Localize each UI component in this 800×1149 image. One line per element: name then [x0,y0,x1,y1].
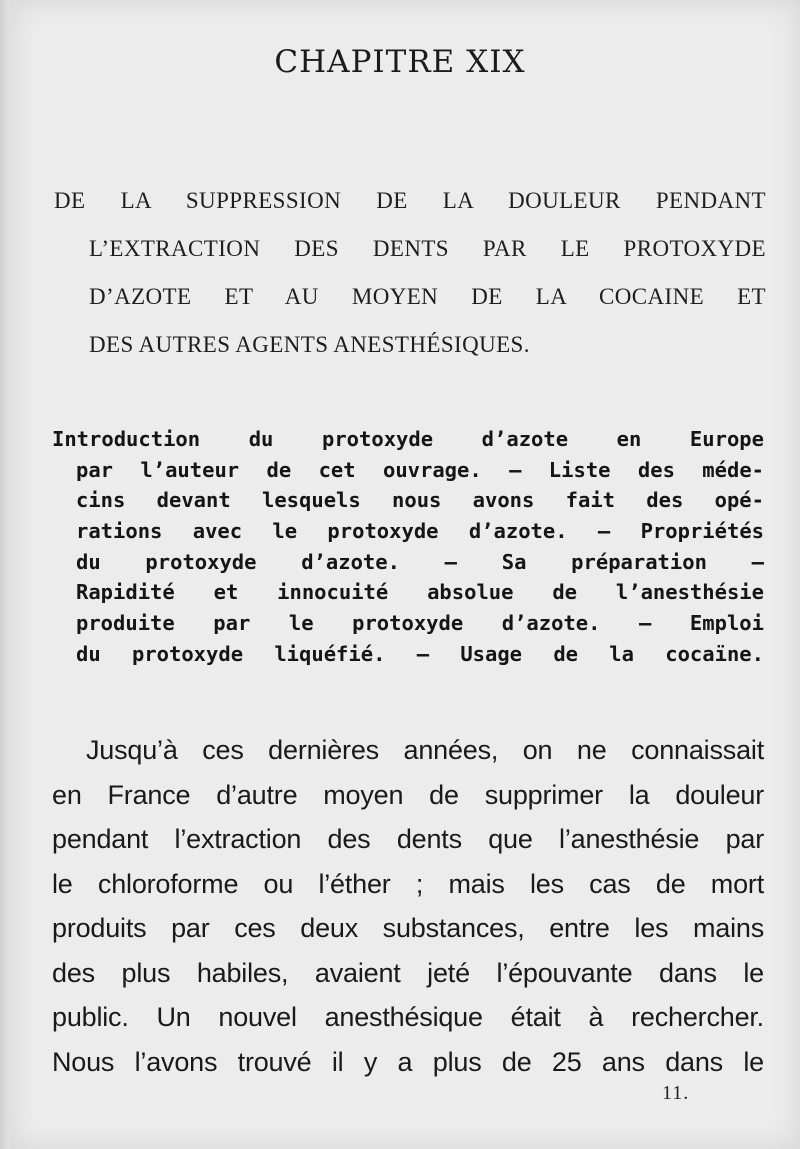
summary-line: du protoxyde d’azote. — Sa préparation — [76,549,764,574]
heading-line: DE LA SUPPRESSION DE LA DOULEUR PENDANT [54,188,766,213]
summary-line: rations avec le protoxyde d’azote. — Propriétés [76,519,764,544]
chapter-summary [52,424,764,670]
chapter-title: CHAPITRE XIX [274,44,526,80]
summary-line: du protoxyde liquéfié. — Usage de la cocaïne. [76,641,764,666]
page-number: 11. [662,1082,690,1104]
body-line: en France d’autre moyen de supprimer la douleur [52,779,764,810]
body-line: Nous l’avons trouvé il y a plus de 25 ans dans le [52,1046,764,1077]
summary-line: produite par le protoxyde d’azote. — Emploi [76,611,764,636]
heading-line: D’AZOTE ET AU MOYEN DE LA COCAINE ET [89,284,766,309]
body-line: le chloroforme ou l’éther ; mais les cas de mort [52,868,764,899]
body-line: public. Un nouvel anesthésique était à rechercher. [52,1002,764,1032]
summary-line: cins devant lesquels nous avons fait des opé- [76,488,764,513]
body-line: des plus habiles, avaient jeté l’épouvante dans le [52,957,764,988]
heading-line: DES AUTRES AGENTS ANESTHÉSIQUES. [89,332,530,357]
body-line: Jusqu’à ces dernières années, on ne connaissait [86,735,764,765]
summary-line: par l’auteur de cet ouvrage. — Liste des méde- [76,457,764,482]
body-line: pendant l’extraction des dents que l’anesthésie par [52,824,764,854]
body-paragraph [52,728,764,1084]
summary-line: Introduction du protoxyde d’azote en Europe [52,427,764,451]
page-edge-shadow [0,0,10,1149]
heading-line: L’EXTRACTION DES DENTS PAR LE PROTOXYDE [89,236,766,261]
chapter-heading [54,186,766,378]
body-line: produits par ces deux substances, entre les mains [52,913,764,943]
summary-line: Rapidité et innocuité absolue de l’anesthésie [76,580,764,605]
